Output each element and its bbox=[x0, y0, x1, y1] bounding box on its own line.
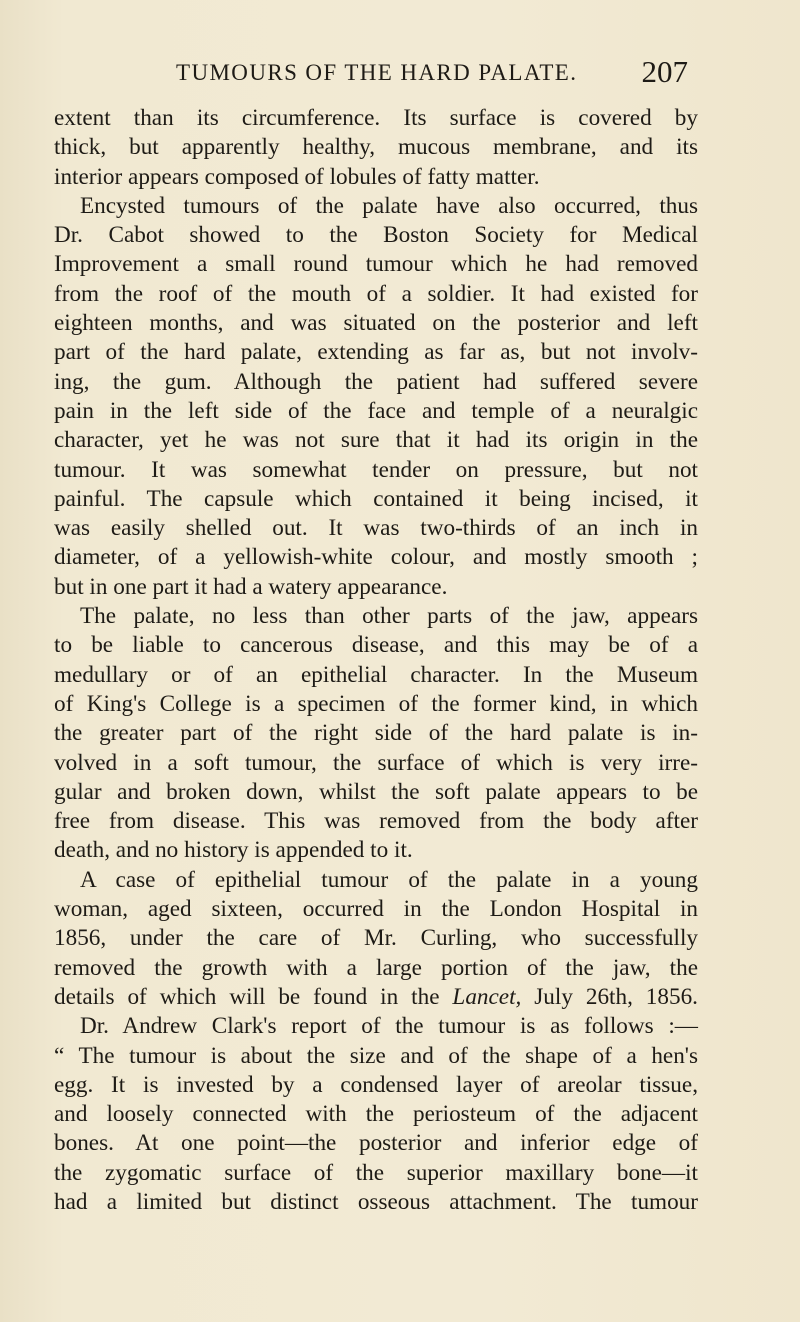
text-line: ing, the gum. Although the patient had suffered severe bbox=[54, 368, 698, 395]
text-line: had a limited but distinct osseous attachment. The tumour bbox=[54, 1188, 698, 1215]
text-line: removed the growth with a large portion of the jaw, the bbox=[54, 954, 698, 981]
text-line: but in one part it had a watery appearance. bbox=[54, 573, 448, 600]
text-line: gular and broken down, whilst the soft palate appears to be bbox=[54, 778, 698, 805]
text-line: Dr. Andrew Clark's report of the tumour is as follows :— bbox=[80, 1013, 698, 1040]
text-line: medullary or of an epithelial character. In the Museum bbox=[54, 661, 698, 688]
text-line: volved in a soft tumour, the surface of which is very irre- bbox=[54, 749, 698, 776]
text-line: thick, but apparently healthy, mucous membrane, and its bbox=[54, 134, 698, 161]
text-line: death, and no history is appended to it. bbox=[54, 837, 413, 864]
text-line: the greater part of the right side of the hard palate is in- bbox=[54, 720, 698, 747]
body-text bbox=[54, 104, 698, 1217]
text-line: The palate, no less than other parts of the jaw, appears bbox=[80, 603, 698, 630]
text-line: eighteen months, and was situated on the posterior and left bbox=[54, 310, 698, 337]
text-line: woman, aged sixteen, occurred in the London Hospital in bbox=[54, 896, 698, 923]
text-line: egg. It is invested by a condensed layer of areolar tissue, bbox=[54, 1071, 698, 1098]
text-line: “ The tumour is about the size and of the shape of a hen's bbox=[54, 1042, 698, 1069]
text-line: details of which will be found in the Lancet, July 26th, 1856. bbox=[54, 983, 698, 1010]
text-line: and loosely connected with the periosteum of the adjacent bbox=[54, 1101, 698, 1128]
text-line: tumour. It was somewhat tender on pressure, but not bbox=[54, 456, 698, 483]
text-line: the zygomatic surface of the superior maxillary bone—it bbox=[54, 1159, 698, 1186]
text-line: A case of epithelial tumour of the palate in a young bbox=[80, 866, 698, 893]
text-line: from the roof of the mouth of a soldier. It had existed for bbox=[54, 280, 698, 307]
text-line: to be liable to cancerous disease, and this may be of a bbox=[54, 632, 698, 659]
page-number: 207 bbox=[641, 54, 688, 89]
text-line: free from disease. This was removed from the body after bbox=[54, 808, 698, 835]
text-line: was easily shelled out. It was two-thirds of an inch in bbox=[54, 515, 698, 542]
page-header bbox=[0, 54, 800, 98]
text-line: character, yet he was not sure that it had its origin in the bbox=[54, 427, 698, 454]
text-line: diameter, of a yellowish-white colour, and mostly smooth ; bbox=[54, 544, 698, 571]
text-line: interior appears composed of lobules of fatty matter. bbox=[54, 163, 540, 190]
text-line: Improvement a small round tumour which he had removed bbox=[54, 251, 698, 278]
text-line: of King's College is a specimen of the former kind, in which bbox=[54, 690, 698, 717]
text-line: Dr. Cabot showed to the Boston Society for Medical bbox=[54, 222, 698, 249]
text-line: pain in the left side of the face and temple of a neuralgic bbox=[54, 397, 698, 424]
running-head: TUMOURS OF THE HARD PALATE. bbox=[176, 60, 578, 85]
text-line: painful. The capsule which contained it being incised, it bbox=[54, 485, 698, 512]
text-line: Encysted tumours of the palate have also occurred, thus bbox=[80, 192, 698, 219]
text-line: bones. At one point—the posterior and inferior edge of bbox=[54, 1130, 698, 1157]
text-line: extent than its circumference. Its surface is covered by bbox=[54, 105, 698, 131]
text-line: part of the hard palate, extending as far as, but not involv- bbox=[54, 339, 698, 366]
text-line: 1856, under the care of Mr. Curling, who successfully bbox=[54, 925, 698, 952]
